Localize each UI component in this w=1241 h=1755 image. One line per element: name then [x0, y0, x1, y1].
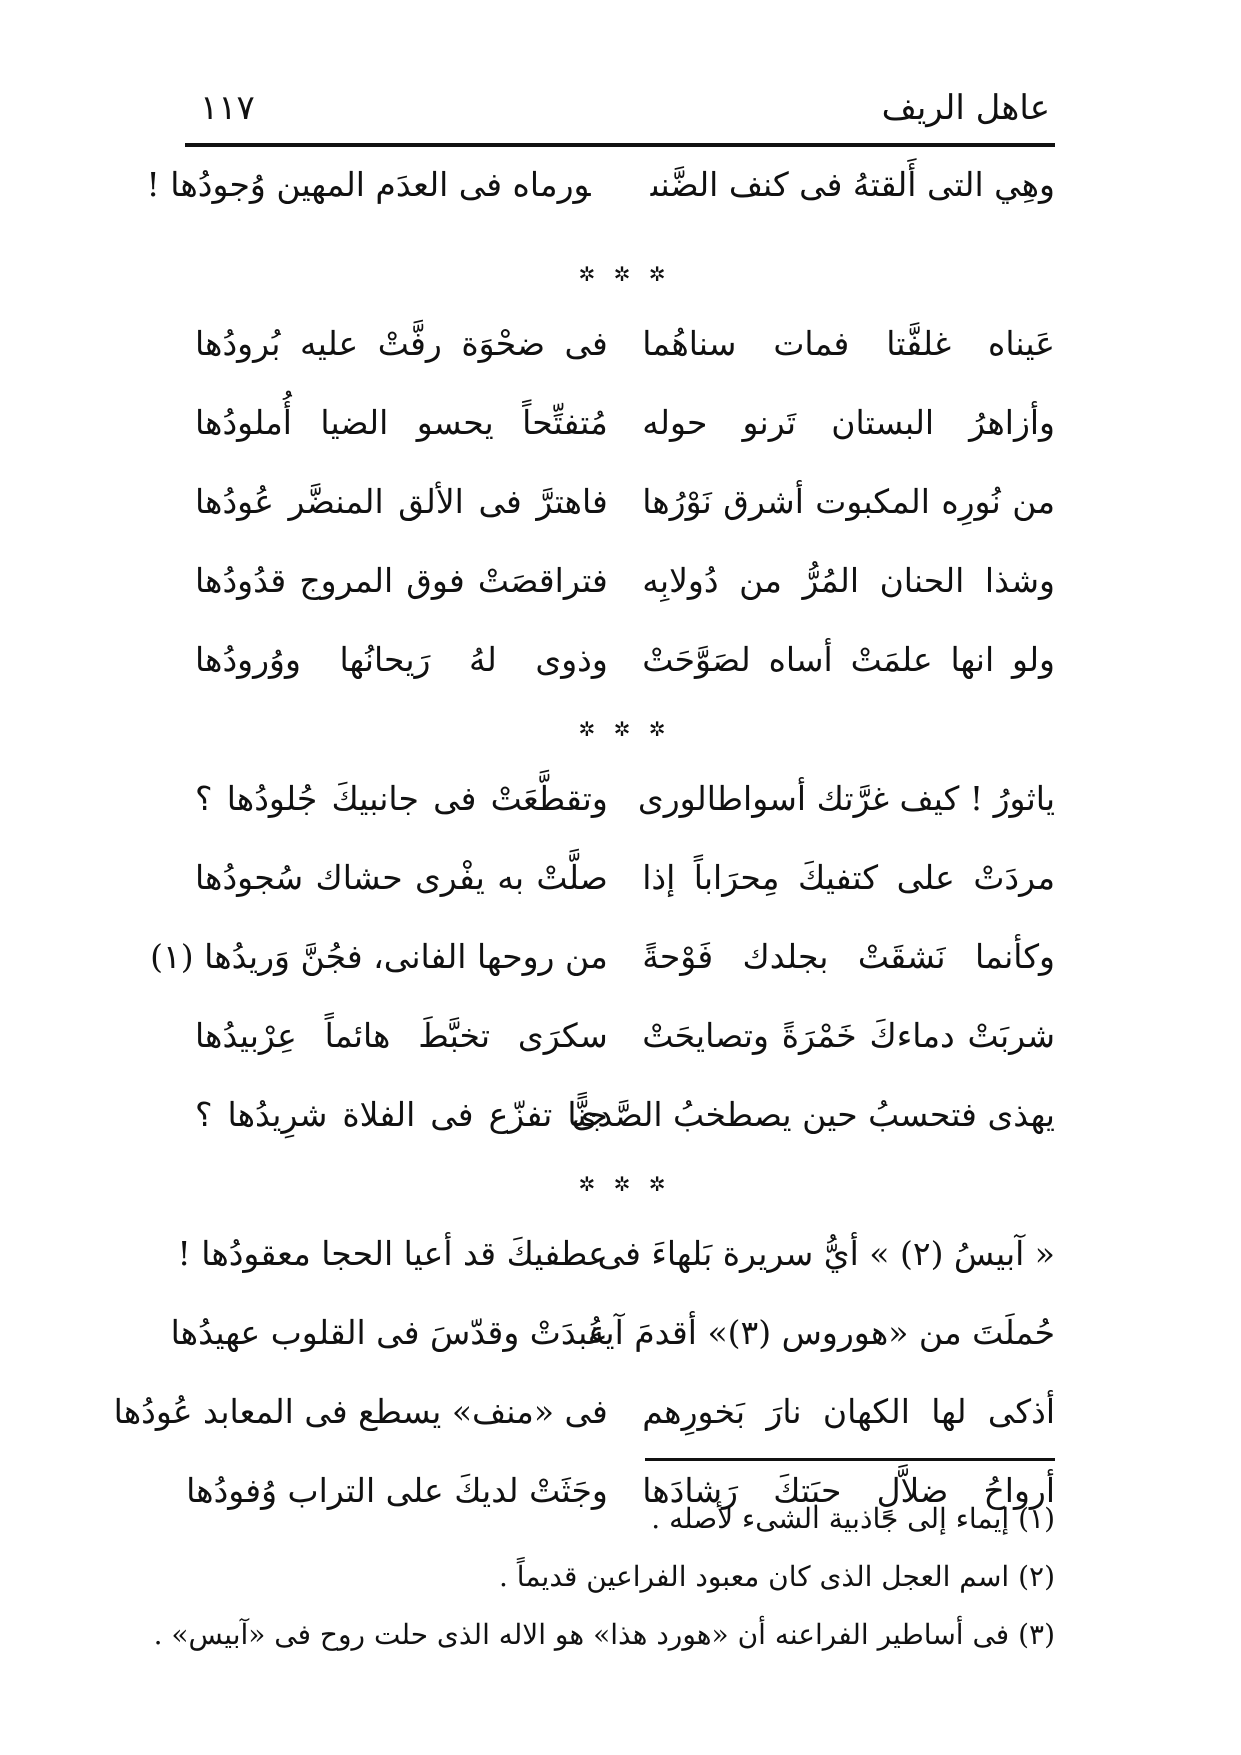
hemistich-first: أرواحُ ضلاَّلٍ حبَتكَ رَشادَها	[642, 1471, 1055, 1510]
verse	[195, 462, 1055, 541]
hemistich-second: مُتفتِّحاً يحسو الضيا أُملودُها	[195, 403, 608, 442]
verse	[195, 1075, 1055, 1154]
hemistich-second: فى ضحْوَة رفَّتْ عليه بُرودُها	[195, 324, 608, 363]
footnote: (٢) اسم العجل الذى كان معبود الفراعين قديماً .	[499, 1560, 1055, 1593]
hemistich-second: وجَثَتْ لديكَ على التراب وُفودُها	[186, 1471, 608, 1510]
hemistich-first: مردَتْ على كتفيكَ مِحرَاباً إذا	[642, 858, 1055, 897]
hemistich-first: شربَتْ دماءكَ خَمْرَةً وتصايحَتْ	[642, 1016, 1055, 1055]
hemistich-second: جنًّا تفزّع فى الفلاة شرِيدُها ؟	[195, 1095, 608, 1134]
verse	[195, 996, 1055, 1075]
verse	[177, 1214, 1055, 1293]
hemistich-second: ورماه فى العدَم المهين وُجودُها !	[146, 165, 591, 204]
verse	[195, 838, 1055, 917]
verse	[195, 759, 1055, 838]
verse	[195, 541, 1055, 620]
hemistich-second: وذوى لهُ رَيحانُها ووُرودُها	[195, 640, 608, 679]
stanza-separator: ✲ ✲ ✲	[578, 717, 672, 741]
hemistich-first: حُملَتَ من «هوروس (٣)» أقدمَ آية	[587, 1313, 1055, 1352]
verse	[195, 383, 1055, 462]
hemistich-first: عَيناه غلفَّتا فمات سناهُما	[642, 324, 1055, 363]
hemistich-first: « آبيسُ (٢) » أيُّ سريرة بَلهاءَ فى	[597, 1234, 1055, 1273]
verse	[150, 917, 1055, 996]
hemistich-first: وهِي التى أَلقتهُ فى كنف الضَّنى	[650, 165, 1055, 204]
hemistich-second: فتراقصَتْ فوق المروج قدُودُها	[195, 561, 608, 600]
hemistich-second: عُبدَتْ وقدّسَ فى القلوب عهيدُها	[170, 1313, 608, 1352]
header-rule	[185, 143, 1055, 147]
hemistich-second: صلَّتْ به يفْرى حشاك سُجودُها	[195, 858, 608, 897]
stanza-separator: ✲ ✲ ✲	[578, 1172, 672, 1196]
verse	[113, 1372, 1055, 1451]
footnote: (١) إيماء إلى جاذبية الشىء لأصله .	[651, 1502, 1055, 1535]
hemistich-first: ياثورُ ! كيف غرَّتك أسواطالورى	[637, 779, 1055, 818]
running-title: عاهل الريف	[881, 88, 1050, 128]
hemistich-second: من روحها الفانى، فجُنَّ وَريدُها (١)	[150, 937, 608, 976]
hemistich-second: فاهترَّ فى الألق المنضَّر عُودُها	[195, 482, 608, 521]
page-number: ١١٧	[200, 88, 255, 128]
page-header	[200, 78, 1050, 138]
verse	[195, 620, 1055, 699]
verse	[195, 304, 1055, 383]
poem	[113, 165, 1055, 1530]
stanza-separator: ✲ ✲ ✲	[578, 262, 672, 286]
hemistich-first: ولو انها علمَتْ أساه لصَوَّحَتْ	[642, 640, 1055, 679]
verse	[170, 1293, 1055, 1372]
hemistich-second: سكرَى تخبَّطَ هائماً عِرْبيدُها	[195, 1016, 608, 1055]
footnotes	[153, 1490, 1055, 1664]
hemistich-second: وتقطَّعَتْ فى جانبيكَ جُلودُها ؟	[195, 779, 608, 818]
hemistich-second: فى «منف» يسطع فى المعابد عُودُها	[113, 1392, 608, 1431]
hemistich-first: وكأنما نَشقَتْ بجلدك فَوْحةً	[642, 937, 1055, 976]
hemistich-first: وشذا الحنان المُرُّ من دُولابِه	[642, 561, 1055, 600]
hemistich-first: وأزاهرُ البستان تَرنو حوله	[642, 403, 1055, 442]
hemistich-second: عطفيكَ قد أعيا الحجا معقودُها !	[177, 1234, 608, 1273]
hemistich-first: من نُورِه المكبوت أشرق نَوْرُها	[642, 482, 1055, 521]
hemistich-first: يهذى فتحسبُ حين يصطخبُ الصَّدى	[571, 1095, 1055, 1134]
footnote: (٣) فى أساطير الفراعنه أن «هورد هذا» هو الاله الذى حلت روح فى «آبيس» .	[153, 1618, 1055, 1651]
footnote-rule	[645, 1458, 1055, 1461]
hemistich-first: أذكى لها الكهان نارَ بَخورِهم	[642, 1392, 1055, 1431]
verse	[146, 165, 1055, 244]
